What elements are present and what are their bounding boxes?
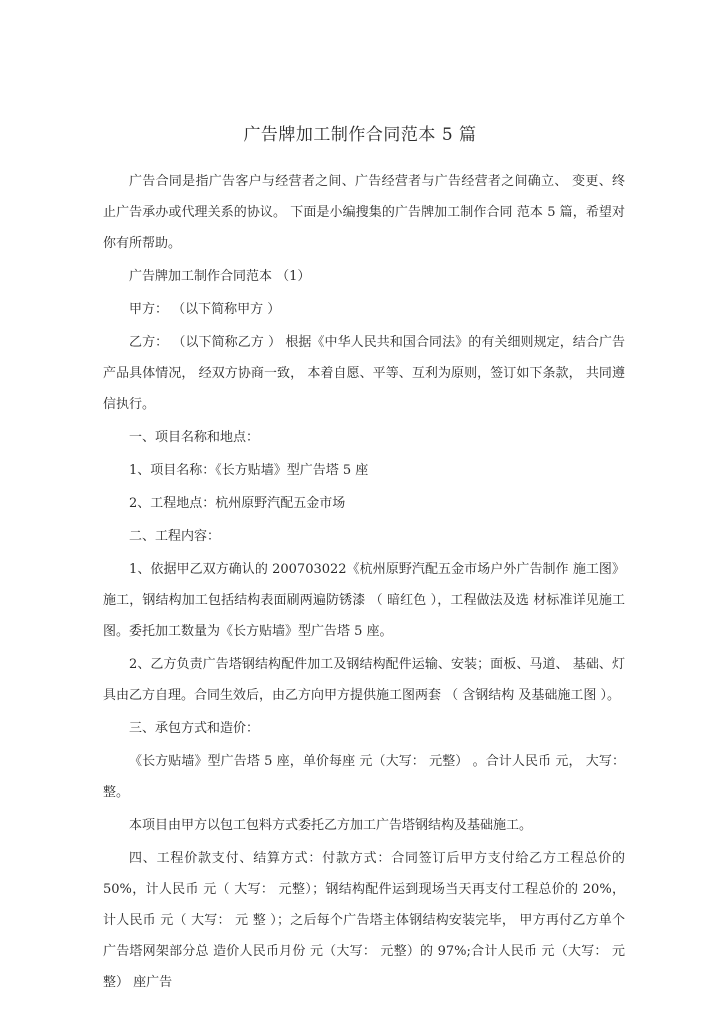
section-2-heading: 二、工程内容： <box>129 529 221 544</box>
price-paragraph: 《长方贴墙》型广告塔 5 座，单价每座 元（大写： 元整） 。合计人民币 元， 大写： 整。 <box>103 754 625 800</box>
section-1-heading: 一、项目名称和地点： <box>129 430 260 445</box>
contracting-method: 本项目由甲方以包工包料方式委托乙方加工广告塔钢结构及基础施工。 <box>129 818 533 833</box>
section-3-heading: 三、承包方式和造价： <box>129 721 260 736</box>
project-location: 2、工程地点：杭州原野汽配五金市场 <box>129 496 346 511</box>
contract-heading: 广告牌加工制作合同范本 （1） <box>129 269 311 284</box>
party-b-paragraph: 乙方： （以下简称乙方 ） 根据《中华人民共和国合同法》的有关细则规定，结合广告产品具体情况， 经双方协商一致， 本着自愿、平等、互利为原则，签订如下条款， 共同遵信执行。 <box>103 335 625 412</box>
party-a: 甲方： （以下简称甲方 ） <box>129 302 281 317</box>
document-body <box>103 166 625 1000</box>
document-title: 广告牌加工制作合同范本 5 篇 <box>243 125 477 145</box>
intro-paragraph: 广告合同是指广告客户与经营者之间、广告经营者与广告经营者之间确立、 变更、终止广告承办或代理关系的协议。 下面是小编搜集的广告牌加工制作合同 范本 5 篇，希望对你有所帮助。 <box>103 174 625 251</box>
section-4-payment: 四、工程价款支付、结算方式：付款方式：合同签订后甲方支付给乙方工程总价的 50%，计人民币 元（ 大写： 元整）；钢结构配件运到现场当天再支付工程总价的 20%，计人民币 元（ 大写： 元 整 ）；之后每个广告塔主体钢结构安装完毕， 甲方再付乙方单个广告塔网架部分总 造价人民币月份 元（大写： 元整）的 97%;合计人民币 元（大写： 元整） 座广告 <box>103 851 625 990</box>
project-name: 1、项目名称：《长方贴墙》型广告塔 5 座 <box>129 463 369 478</box>
work-content-2: 2、乙方负责广告塔钢结构配件加工及钢结构配件运输、安装；面板、马道、 基础、灯具由乙方自理。合同生效后，由乙方向甲方提供施工图两套 （ 含钢结构 及基础施工图 ）。 <box>103 657 625 703</box>
work-content-1: 1、依据甲乙双方确认的 200703022《杭州原野汽配五金市场户外广告制作 施工图》施工，钢结构加工包括结构表面刷两遍防锈漆 （ 暗红色 ），工程做法及选 材标准详见施工图。委托加工数量为《长方贴墙》型广告塔 5 座。 <box>103 562 625 639</box>
